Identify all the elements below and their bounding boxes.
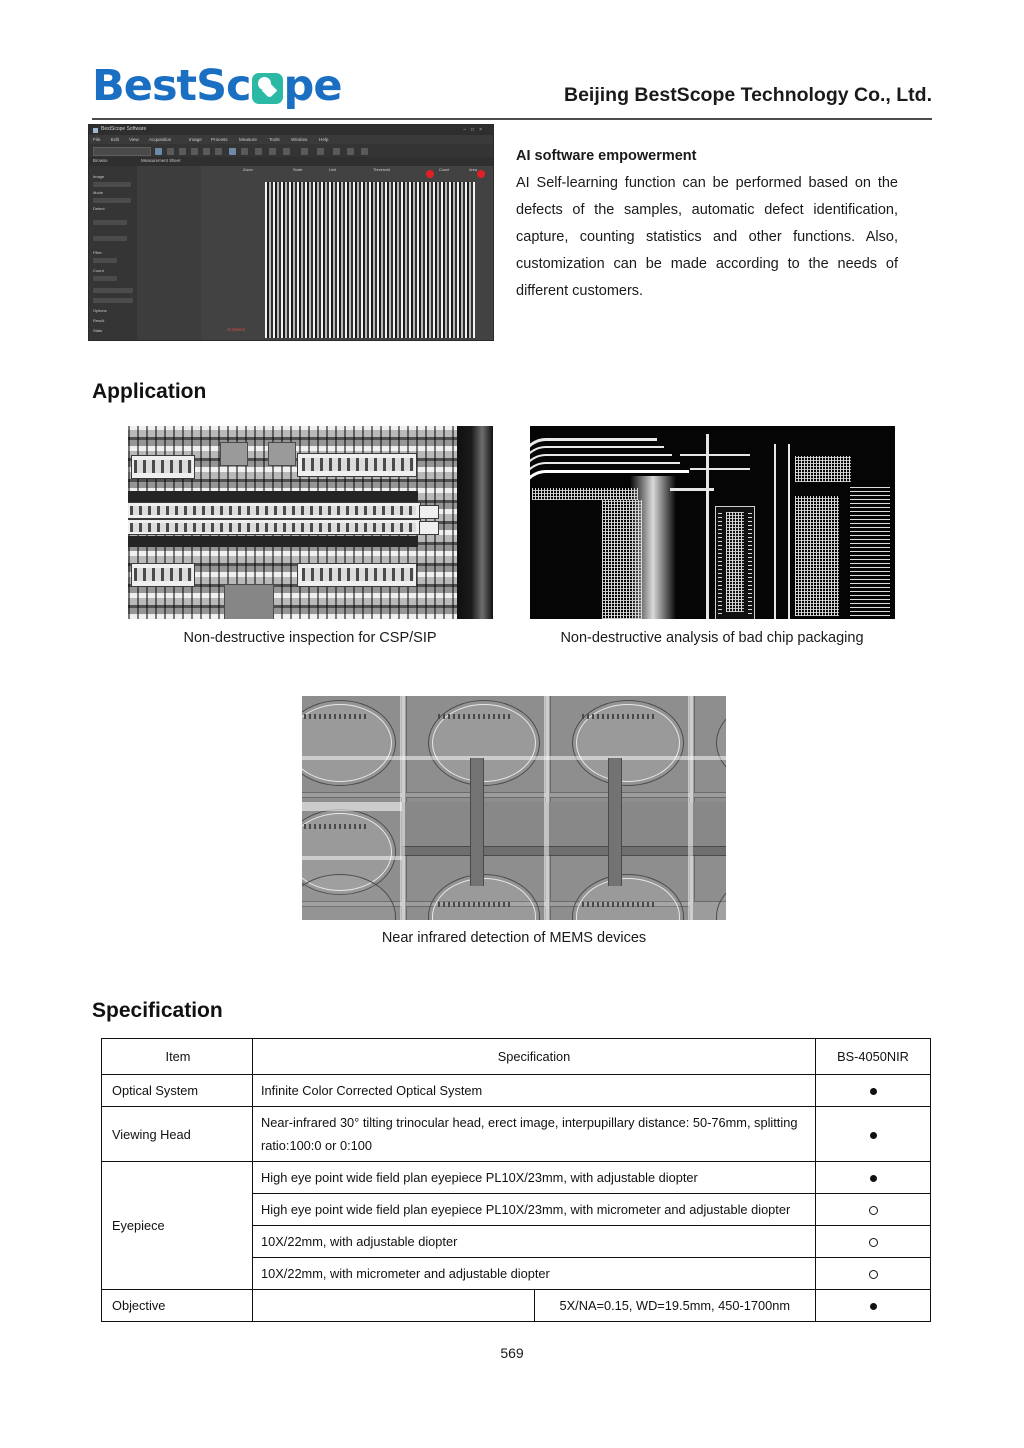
row-subcol-objective-empty (253, 1290, 535, 1322)
row-mark-eyepiece-1 (816, 1162, 931, 1194)
sw-menu-help: Help (319, 136, 329, 142)
sw-tool-stop-icon (361, 148, 368, 155)
table-row (102, 1290, 931, 1322)
logo-text-part2: pe (283, 61, 342, 111)
sw-left-panel (89, 166, 138, 340)
sw-window-controls: –□× (463, 127, 487, 133)
sw-tool-angle-icon (301, 148, 308, 155)
sw-thumbnail-strip (137, 166, 202, 340)
header-model: BS-4050NIR (816, 1039, 931, 1075)
sw-menu-tools: Tools (269, 136, 280, 142)
sw-tool-star-icon (203, 148, 210, 155)
sw-menu-acquisition: Acquisition (149, 136, 172, 142)
sw-menu-process: Process (211, 136, 228, 142)
sw-menu-window: Window (291, 136, 308, 142)
sw-menu-file: File (93, 136, 101, 142)
page-header (92, 62, 932, 120)
sw-tool-line-icon (269, 148, 276, 155)
sw-left-field-4 (93, 236, 127, 241)
sw-left-label-1: Image (93, 174, 105, 179)
sw-canvas-controls (201, 166, 493, 180)
row-spec-eyepiece-4: 10X/22mm, with micrometer and adjustable diopter (253, 1258, 816, 1290)
row-mark-eyepiece-2 (816, 1194, 931, 1226)
figure-bad-chip-caption: Non-destructive analysis of bad chip packaging (560, 630, 864, 646)
row-spec-eyepiece-3: 10X/22mm, with adjustable diopter (253, 1226, 816, 1258)
sw-left-label-5: Count (93, 268, 104, 273)
sw-ctrl-4: Threshold (373, 168, 390, 172)
sw-bga-grid-image (265, 182, 475, 338)
sw-tool-plus-icon (241, 148, 248, 155)
row-spec-objective: 5X/NA=0.15, WD=19.5mm, 450-1700nm (534, 1290, 816, 1322)
standard-mark-icon (870, 1132, 877, 1139)
sw-record-dot-1 (426, 170, 434, 178)
row-mark-eyepiece-3 (816, 1226, 931, 1258)
application-heading: Application (92, 380, 207, 403)
standard-mark-icon (870, 1303, 877, 1310)
row-item-optical-system: Optical System (102, 1075, 253, 1107)
row-item-viewing-head: Viewing Head (102, 1107, 253, 1162)
sw-tool-grid-icon (229, 148, 236, 155)
sw-left-label-4: Filter (93, 250, 102, 255)
standard-mark-icon (870, 1088, 877, 1095)
sw-tool-rect-icon (255, 148, 262, 155)
row-mark-optical-system (816, 1075, 931, 1107)
sw-tab-label: Measurement Sheet (141, 158, 181, 163)
figure-mems (302, 696, 726, 946)
company-title: Beijing BestScope Technology Co., Ltd. (564, 84, 932, 106)
sw-left-field-3 (93, 220, 127, 225)
figure-csp-sip (128, 426, 493, 646)
sw-tool-cut-icon (215, 148, 222, 155)
sw-left-field-8 (93, 298, 133, 303)
sw-tool-gear-icon (347, 148, 354, 155)
sw-ctrl-6: Area (469, 168, 478, 172)
table-row (102, 1075, 931, 1107)
sw-menu-view: View (129, 136, 139, 142)
figure-mems-caption: Near infrared detection of MEMS devices (381, 930, 647, 946)
optional-mark-icon (869, 1238, 878, 1247)
sw-left-label-6: Options (93, 308, 107, 313)
sw-ctrl-5: Count (439, 168, 450, 172)
sw-menu-edit: Edit (111, 136, 119, 142)
sw-left-label-7: Result (93, 318, 105, 323)
ai-software-block (516, 148, 898, 305)
software-screenshot-image (88, 124, 494, 341)
logo-text-part1: BestSc (92, 61, 251, 111)
specification-table (101, 1038, 931, 1322)
sw-menubar (89, 135, 493, 144)
sw-tool-select-icon (155, 148, 162, 155)
optional-mark-icon (869, 1270, 878, 1279)
sw-tool-zoom-icon (317, 148, 324, 155)
sw-tool-video-icon (179, 148, 186, 155)
sw-menu-image: Image (189, 136, 202, 142)
sw-tool-home-icon (191, 148, 198, 155)
mems-microscope-image (302, 696, 726, 920)
sw-left-label-3: Detect (93, 206, 105, 211)
row-item-eyepiece: Eyepiece (102, 1162, 253, 1290)
sw-tool-camera-icon (167, 148, 174, 155)
row-spec-eyepiece-2: High eye point wide field plan eyepiece PL10X/23mm, with micrometer and adjustable diopter (253, 1194, 816, 1226)
sw-left-field-7 (93, 288, 133, 293)
row-spec-eyepiece-1: High eye point wide field plan eyepiece PL10X/23mm, with adjustable diopter (253, 1162, 816, 1194)
page-number: 569 (500, 1345, 524, 1361)
row-mark-eyepiece-4 (816, 1258, 931, 1290)
figure-csp-sip-caption: Non-destructive inspection for CSP/SIP (183, 630, 437, 646)
row-spec-viewing-head: Near-infrared 30° tilting trinocular head, erect image, interpupillary distance: 50-76mm, splitting ratio:100:0 or 0:100 (253, 1107, 816, 1162)
bad-chip-microscope-image (530, 426, 895, 619)
sw-tool-square-icon (283, 148, 290, 155)
sw-tabbar (89, 157, 493, 166)
table-header-row (102, 1039, 931, 1075)
sw-ctrl-1: Zoom (243, 168, 253, 172)
sw-app-icon (93, 128, 98, 133)
sw-ctrl-3: Unit (329, 168, 336, 172)
sw-ctrl-2: Scale (293, 168, 303, 172)
optional-mark-icon (869, 1206, 878, 1215)
row-mark-objective (816, 1290, 931, 1322)
sw-left-label-2: Mode (93, 190, 104, 195)
sw-tool-move-icon (333, 148, 340, 155)
csp-sip-microscope-image (128, 426, 493, 619)
sw-window-title: BestScope Software (101, 126, 147, 132)
figure-bad-chip (530, 426, 895, 646)
sw-status-text: AI Detect (227, 327, 246, 332)
row-item-objective: Objective (102, 1290, 253, 1322)
logo-lens-icon (252, 73, 283, 104)
sw-toolbar-combo (93, 147, 151, 156)
row-spec-optical-system: Infinite Color Corrected Optical System (253, 1075, 816, 1107)
specification-heading: Specification (92, 999, 223, 1022)
sw-image-canvas (201, 166, 493, 340)
table-row (102, 1162, 931, 1194)
ai-block-title: AI software empowerment (516, 148, 697, 164)
sw-left-field-1 (93, 182, 131, 187)
ai-block-body: AI Self-learning function can be performed based on the defects of the samples, automatic defect identification, capture, counting statistics and other functions. Also, customization can be made according to the needs of different customers. (516, 175, 898, 299)
sw-left-field-5 (93, 258, 117, 263)
sw-menu-measure: Measure (239, 136, 257, 142)
sw-left-field-2 (93, 198, 131, 203)
standard-mark-icon (870, 1175, 877, 1182)
table-row (102, 1107, 931, 1162)
sw-record-dot-2 (477, 170, 485, 178)
header-divider (92, 118, 932, 120)
header-specification: Specification (253, 1039, 816, 1075)
sw-left-field-6 (93, 276, 117, 281)
sw-panel-title: Browse (93, 158, 108, 163)
sw-toolbar (89, 144, 493, 158)
bestscope-logo (92, 62, 342, 110)
sw-left-label-8: Stats (93, 328, 103, 333)
row-mark-viewing-head (816, 1107, 931, 1162)
header-item: Item (102, 1039, 253, 1075)
